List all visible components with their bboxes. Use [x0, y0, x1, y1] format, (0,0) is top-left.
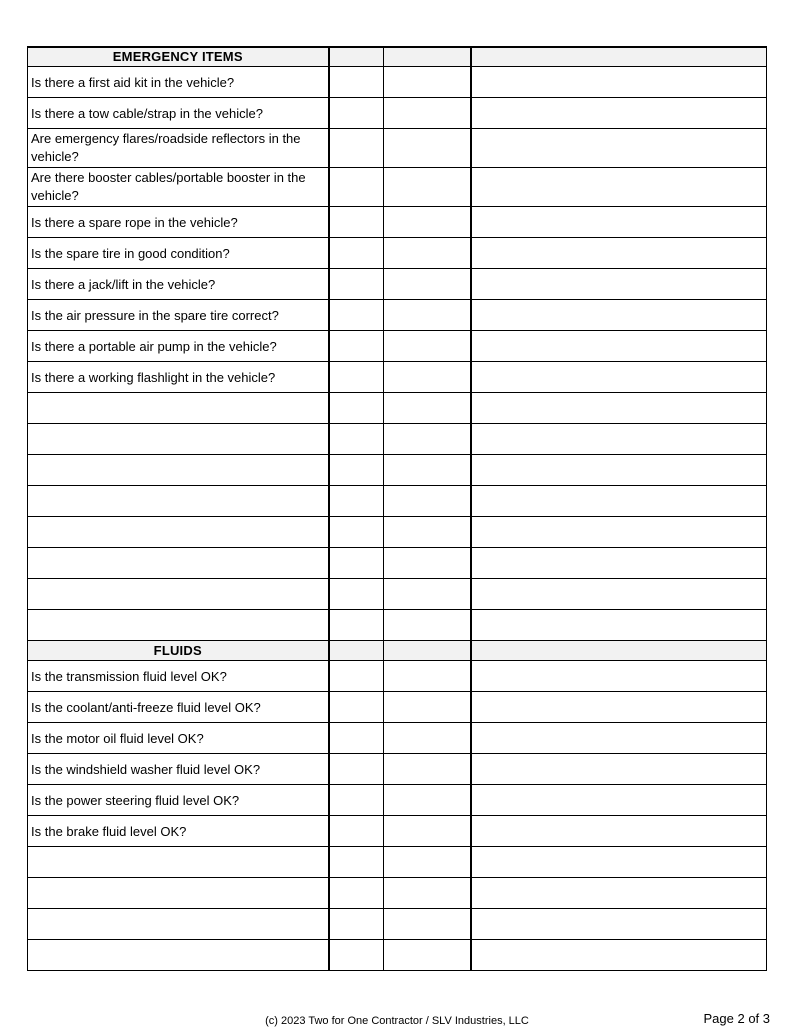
question-text: Is there a tow cable/strap in the vehicle? — [28, 98, 329, 129]
question-text: Is the air pressure in the spare tire correct? — [28, 300, 329, 331]
notes-cell[interactable] — [471, 424, 767, 455]
status-cell — [329, 47, 384, 67]
no-cell[interactable] — [384, 661, 471, 692]
table-row — [28, 98, 767, 129]
yes-cell[interactable] — [329, 300, 384, 331]
table-row — [28, 486, 767, 517]
table-row — [28, 362, 767, 393]
no-cell[interactable] — [384, 331, 471, 362]
question-text[interactable] — [28, 455, 329, 486]
yes-cell[interactable] — [329, 269, 384, 300]
question-text: Is the transmission fluid level OK? — [28, 661, 329, 692]
notes-cell[interactable] — [471, 486, 767, 517]
question-text[interactable] — [28, 486, 329, 517]
section-title: FLUIDS — [28, 641, 329, 661]
no-cell[interactable] — [384, 940, 471, 971]
question-text[interactable] — [28, 393, 329, 424]
section-header-emergency-items — [28, 47, 767, 67]
table-row — [28, 424, 767, 455]
table-row — [28, 269, 767, 300]
no-cell[interactable] — [384, 300, 471, 331]
yes-cell[interactable] — [329, 238, 384, 269]
table-top-border — [27, 46, 766, 48]
no-cell[interactable] — [384, 424, 471, 455]
yes-cell[interactable] — [329, 940, 384, 971]
notes-cell[interactable] — [471, 331, 767, 362]
table-row — [28, 610, 767, 641]
no-cell[interactable] — [384, 362, 471, 393]
no-cell[interactable] — [384, 129, 471, 168]
question-text: Is the motor oil fluid level OK? — [28, 723, 329, 754]
no-cell[interactable] — [384, 269, 471, 300]
yes-cell[interactable] — [329, 331, 384, 362]
table-row — [28, 207, 767, 238]
question-text: Is there a spare rope in the vehicle? — [28, 207, 329, 238]
question-text[interactable] — [28, 909, 329, 940]
table-row — [28, 168, 767, 207]
notes-cell[interactable] — [471, 362, 767, 393]
no-cell[interactable] — [384, 754, 471, 785]
question-text[interactable] — [28, 878, 329, 909]
yes-cell[interactable] — [329, 785, 384, 816]
notes-cell[interactable] — [471, 785, 767, 816]
question-text[interactable] — [28, 940, 329, 971]
question-text: Are emergency flares/roadside reflectors in the vehicle? — [28, 129, 329, 168]
no-cell[interactable] — [384, 816, 471, 847]
no-cell[interactable] — [384, 579, 471, 610]
table-row — [28, 692, 767, 723]
notes-cell — [471, 47, 767, 67]
notes-cell[interactable] — [471, 393, 767, 424]
notes-cell[interactable] — [471, 67, 767, 98]
table-row — [28, 785, 767, 816]
notes-cell[interactable] — [471, 548, 767, 579]
question-text[interactable] — [28, 847, 329, 878]
page-number: Page 2 of 3 — [703, 1011, 770, 1026]
no-cell[interactable] — [384, 909, 471, 940]
question-text: Is the windshield washer fluid level OK? — [28, 754, 329, 785]
section-title: EMERGENCY ITEMS — [28, 47, 329, 67]
notes-cell[interactable] — [471, 168, 767, 207]
table-row — [28, 661, 767, 692]
question-text[interactable] — [28, 517, 329, 548]
notes-cell[interactable] — [471, 847, 767, 878]
yes-cell[interactable] — [329, 424, 384, 455]
yes-cell[interactable] — [329, 816, 384, 847]
table-row — [28, 455, 767, 486]
notes-cell[interactable] — [471, 692, 767, 723]
no-cell[interactable] — [384, 486, 471, 517]
table-row — [28, 878, 767, 909]
notes-cell[interactable] — [471, 723, 767, 754]
question-text: Is the power steering fluid level OK? — [28, 785, 329, 816]
question-text: Is there a portable air pump in the vehicle? — [28, 331, 329, 362]
no-cell[interactable] — [384, 98, 471, 129]
table-row — [28, 393, 767, 424]
yes-cell[interactable] — [329, 754, 384, 785]
status-cell — [329, 641, 384, 661]
question-text: Is there a working flashlight in the vehicle? — [28, 362, 329, 393]
no-cell[interactable] — [384, 238, 471, 269]
notes-cell[interactable] — [471, 579, 767, 610]
table-row — [28, 331, 767, 362]
notes-cell — [471, 641, 767, 661]
no-cell[interactable] — [384, 207, 471, 238]
no-cell[interactable] — [384, 785, 471, 816]
yes-cell[interactable] — [329, 362, 384, 393]
yes-cell[interactable] — [329, 692, 384, 723]
section-header-fluids — [28, 641, 767, 661]
question-text: Are there booster cables/portable booster in the vehicle? — [28, 168, 329, 207]
table-row — [28, 548, 767, 579]
yes-cell[interactable] — [329, 67, 384, 98]
question-text: Is there a jack/lift in the vehicle? — [28, 269, 329, 300]
question-text[interactable] — [28, 610, 329, 641]
footer-copyright: (c) 2023 Two for One Contractor / SLV Industries, LLC — [265, 1015, 529, 1027]
question-text[interactable] — [28, 579, 329, 610]
no-cell[interactable] — [384, 393, 471, 424]
notes-cell[interactable] — [471, 207, 767, 238]
status-cell — [384, 47, 471, 67]
no-cell[interactable] — [384, 847, 471, 878]
no-cell[interactable] — [384, 692, 471, 723]
no-cell[interactable] — [384, 67, 471, 98]
yes-cell[interactable] — [329, 878, 384, 909]
table-row — [28, 723, 767, 754]
table-row — [28, 517, 767, 548]
notes-cell[interactable] — [471, 878, 767, 909]
question-text: Is the coolant/anti-freeze fluid level OK? — [28, 692, 329, 723]
notes-cell[interactable] — [471, 98, 767, 129]
question-text: Is the spare tire in good condition? — [28, 238, 329, 269]
notes-cell[interactable] — [471, 517, 767, 548]
notes-cell[interactable] — [471, 909, 767, 940]
no-cell[interactable] — [384, 723, 471, 754]
notes-cell[interactable] — [471, 940, 767, 971]
yes-cell[interactable] — [329, 207, 384, 238]
question-text[interactable] — [28, 548, 329, 579]
table-row — [28, 909, 767, 940]
notes-cell[interactable] — [471, 129, 767, 168]
inspection-checklist-table — [27, 46, 767, 971]
no-cell[interactable] — [384, 168, 471, 207]
no-cell[interactable] — [384, 548, 471, 579]
yes-cell[interactable] — [329, 661, 384, 692]
question-text: Is the brake fluid level OK? — [28, 816, 329, 847]
no-cell[interactable] — [384, 610, 471, 641]
table-row — [28, 129, 767, 168]
yes-cell[interactable] — [329, 909, 384, 940]
yes-cell[interactable] — [329, 393, 384, 424]
question-text[interactable] — [28, 424, 329, 455]
notes-cell[interactable] — [471, 238, 767, 269]
yes-cell[interactable] — [329, 579, 384, 610]
no-cell[interactable] — [384, 878, 471, 909]
yes-cell[interactable] — [329, 610, 384, 641]
no-cell[interactable] — [384, 517, 471, 548]
table-row — [28, 579, 767, 610]
notes-cell[interactable] — [471, 455, 767, 486]
yes-cell[interactable] — [329, 98, 384, 129]
yes-cell[interactable] — [329, 723, 384, 754]
yes-cell[interactable] — [329, 548, 384, 579]
yes-cell[interactable] — [329, 847, 384, 878]
yes-cell[interactable] — [329, 517, 384, 548]
question-text: Is there a first aid kit in the vehicle? — [28, 67, 329, 98]
notes-cell[interactable] — [471, 816, 767, 847]
notes-cell[interactable] — [471, 754, 767, 785]
table-row — [28, 238, 767, 269]
notes-cell[interactable] — [471, 269, 767, 300]
yes-cell[interactable] — [329, 486, 384, 517]
table-row — [28, 940, 767, 971]
yes-cell[interactable] — [329, 455, 384, 486]
notes-cell[interactable] — [471, 610, 767, 641]
status-cell — [384, 641, 471, 661]
no-cell[interactable] — [384, 455, 471, 486]
table-row — [28, 300, 767, 331]
notes-cell[interactable] — [471, 661, 767, 692]
notes-cell[interactable] — [471, 300, 767, 331]
yes-cell[interactable] — [329, 168, 384, 207]
yes-cell[interactable] — [329, 129, 384, 168]
table-row — [28, 754, 767, 785]
table-row — [28, 816, 767, 847]
table-row — [28, 67, 767, 98]
table-row — [28, 847, 767, 878]
